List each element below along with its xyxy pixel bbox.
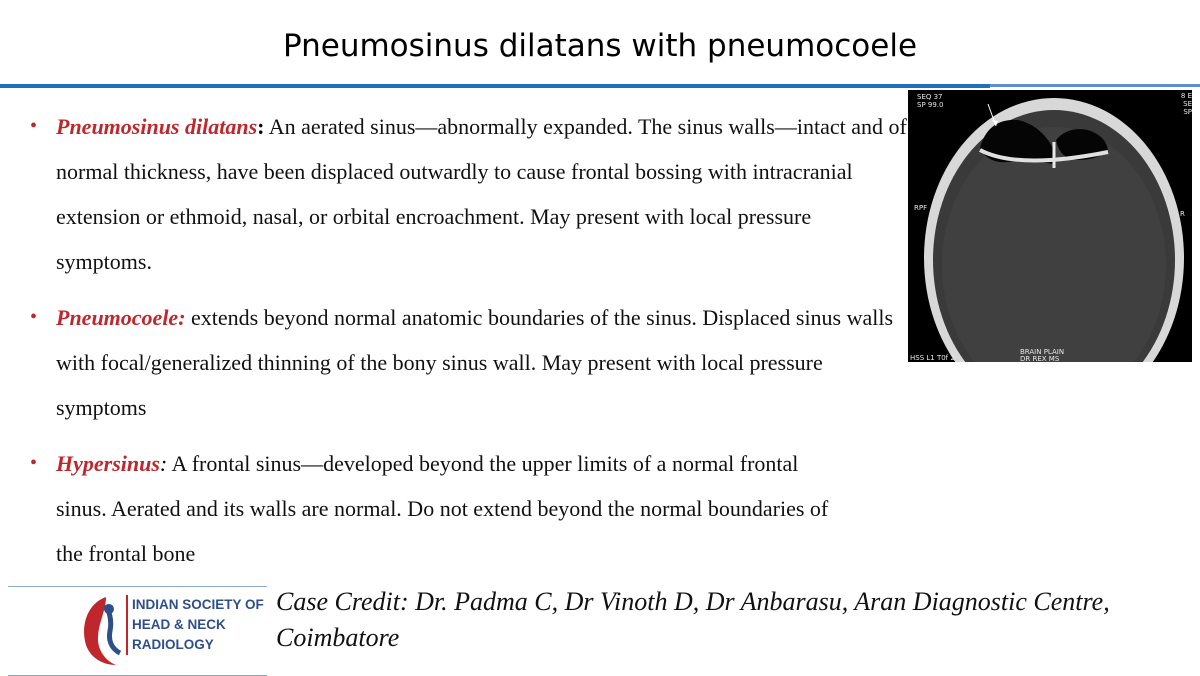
bullet-separator: : [159,451,168,476]
title-divider-extension [990,84,1200,87]
logo-line: RADIOLOGY [132,637,214,652]
slide-title: Pneumosinus dilatans with pneumocoele [282,28,918,64]
ct-scan-drawing [908,90,1192,362]
bullet-marker: • [30,452,38,474]
ct-seq-label: SEQ 37 [917,93,943,101]
ct-top-right-label: 8 E [1180,92,1192,100]
bullet-list [30,104,910,587]
society-logo [8,586,267,676]
bullet-term: Pneumosinus dilatans [56,114,258,139]
bullet-marker: • [30,115,38,137]
bullet-item-hypersinus [30,441,910,576]
ct-scan-image [908,90,1192,362]
bullet-text: An aerated sinus—abnormally expanded. The sinus walls—intact and of normal thickness, have been displaced outwardly to cause frontal bossing with intracranial extension or ethmoid, nasal, or orbital encroachment. May present with local pressure symptoms. [56,114,907,274]
logo-line: INDIAN SOCIETY OF [132,597,264,612]
bullet-item-pneumosinus-dilatans [30,104,910,284]
bullet-term: Hypersinus [56,451,160,476]
title-divider [0,84,990,88]
case-credit: Case Credit: Dr. Padma C, Dr Vinoth D, Dr Anbarasu, Aran Diagnostic Centre, Coimbatore [276,587,1110,652]
ct-bottom-center-label: BRAIN PLAIN [1020,348,1065,356]
bullet-term: Pneumocoele: [56,305,186,330]
logo-line: HEAD & NECK [132,617,226,632]
ct-top-right-label: SE [1183,100,1192,108]
ct-bottom-center-label: DR REX MS [1020,355,1060,362]
head-neck-logo-icon [76,591,128,671]
bullet-text: A frontal sinus—developed beyond the upper limits of a normal frontal sinus. Aerated and its walls are normal. Do not extend beyond the normal boundaries of the frontal bone [56,451,829,566]
bullet-marker: • [30,306,38,328]
bullet-separator: : [257,114,265,139]
ct-bottom-left-label: HSS L1 T0f 2 [910,354,955,362]
ct-right-marker: R [1180,210,1185,218]
ct-left-marker: RPF [914,204,928,212]
bullet-text: extends beyond normal anatomic boundaries of the sinus. Displaced sinus walls with focal/generalized thinning of the bony sinus wall. May present with local pressure symptoms [56,305,894,420]
logo-wordmark [126,595,264,655]
ct-sp-label: SP 99.0 [917,101,944,109]
bullet-item-pneumocoele [30,295,910,430]
ct-top-right-label: SP [1183,108,1192,116]
